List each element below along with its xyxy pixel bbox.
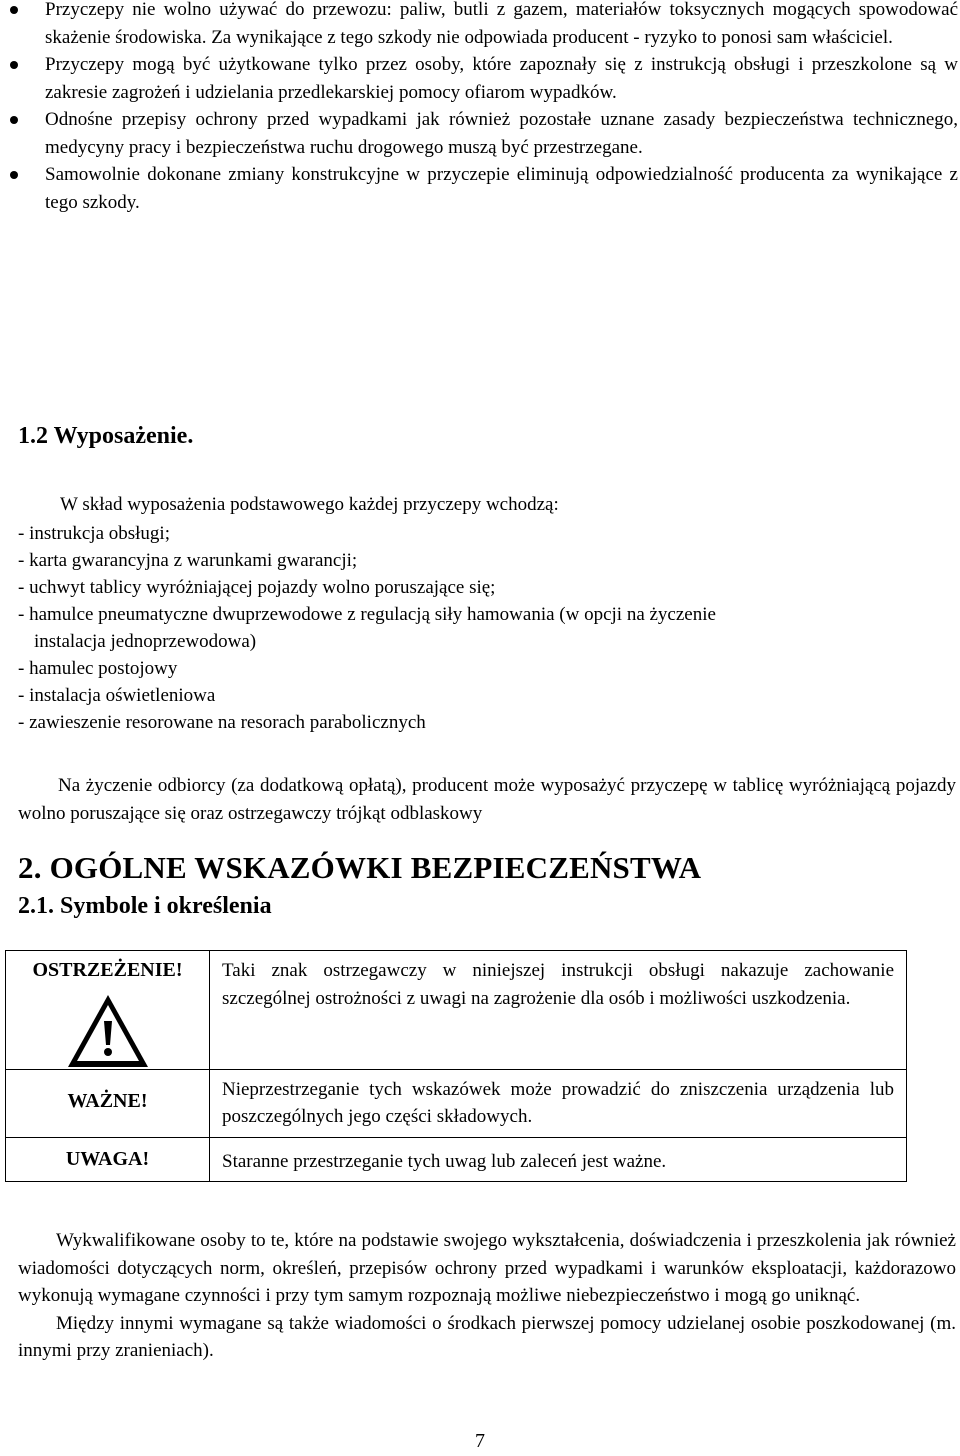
symbol-row-important [6,1069,907,1137]
safety-bullet-list [0,0,958,216]
symbol-label: UWAGA! [65,1147,150,1170]
bullet-dot-icon [10,61,18,69]
page-number: 7 [475,1430,485,1452]
qualified-paragraph: Wykwalifikowane osoby to te, które na podstawie swojego wykształcenia, doświadczenia i przeszkolenia jak również wiadomości dotyczących norm, określeń, przepisów ochrony przed wypadkami i warunków eksploatacji, każdorazowo wykonują wymagane czynności i przy tym samym rozpoznają możliwe niebezpieczeństwo i mogą go uniknąć. [18,1230,956,1306]
equipment-item: - uchwyt tablicy wyróżniającej pojazdy wolno poruszające się; [18,577,496,598]
bullet-item: Przyczepy nie wolno używać do przewozu: paliw, butli z gazem, materiałów toksycznych mogących spowodować skażenie środowiska. Za wynikające z tego szkody nie odpowiada producent - ryzyko to ponosi sam właściciel. [0,0,958,51]
equipment-item: - hamulce pneumatyczne dwuprzewodowe z regulacją siły hamowania (w opcji na życzenie [18,604,716,625]
bullet-item: Odnośne przepisy ochrony przed wypadkami jak również pozostałe uznane zasady bezpieczeństwa technicznego, medycyny pracy i bezpieczeństwa ruchu drogowego muszą być przestrzegane. [0,106,958,161]
equipment-intro: W skład wyposażenia podstawowego każdej przyczepy wchodzą: [60,494,559,515]
symbol-label-cell [6,951,210,1070]
equipment-list [18,520,716,736]
symbol-description: Staranne przestrzeganie tych uwag lub zaleceń jest ważne. [210,1137,907,1182]
optional-equipment-paragraph: Na życzenie odbiorcy (za dodatkową opłatą), producent może wyposażyć przyczepę w tablicę wyróżniającą pojazdy wolno poruszające się oraz ostrzegawczy trójkąt odblaskowy [18,775,956,824]
safety-heading: 2. OGÓLNE WSKAZÓWKI BEZPIECZEŃSTWA [18,850,702,885]
warning-triangle-icon [66,993,150,1069]
qualified-paragraph: Między innymi wymagane są także wiadomości o środkach pierwszej pomocy udzielanej osobie poszkodowanej (m. innymi przy zranieniach). [18,1312,956,1361]
bullet-item: Przyczepy mogą być użytkowane tylko przez osoby, które zapoznały się z instrukcją obsługi i przeszkolone są w zakresie zagrożeń i udzielania przedlekarskiej pomocy ofiarom wypadków. [0,51,958,106]
equipment-item: - instalacja oświetleniowa [18,685,216,706]
symbols-table [5,950,907,1182]
qualified-persons-section [18,1227,956,1365]
symbol-row-warning [6,951,907,1070]
bullet-dot-icon [10,116,18,124]
equipment-item: - karta gwarancyjna z warunkami gwarancji; [18,550,358,571]
symbol-label: WAŻNE! [67,1089,148,1112]
symbol-label-cell [6,1137,210,1182]
bullet-dot-icon [10,6,18,14]
equipment-item: - hamulec postojowy [18,658,178,679]
symbol-row-attention [6,1137,907,1182]
symbols-subheading: 2.1. Symbole i określenia [18,893,272,919]
bullet-item: Samowolnie dokonane zmiany konstrukcyjne w przyczepie eliminują odpowiedzialność producenta za wynikające z tego szkody. [0,161,958,216]
symbol-label-cell [6,1069,210,1137]
equipment-item-continuation: instalacja jednoprzewodowa) [34,631,257,652]
equipment-item: - instrukcja obsługi; [18,523,170,544]
bullet-dot-icon [10,171,18,179]
symbol-description: Taki znak ostrzegawczy w niniejszej instrukcji obsługi nakazuje zachowanie szczególnej ostrożności z uwagi na zagrożenie dla osób i możliwości uszkodzenia. [210,951,907,1070]
symbol-label: OSTRZEŻENIE! [32,959,183,981]
symbol-description: Nieprzestrzeganie tych wskazówek może prowadzić do zniszczenia urządzenia lub poszczególnych jego części składowych. [210,1069,907,1137]
equipment-heading: 1.2 Wyposażenie. [18,423,194,449]
equipment-item: - zawieszenie resorowane na resorach parabolicznych [18,712,426,733]
